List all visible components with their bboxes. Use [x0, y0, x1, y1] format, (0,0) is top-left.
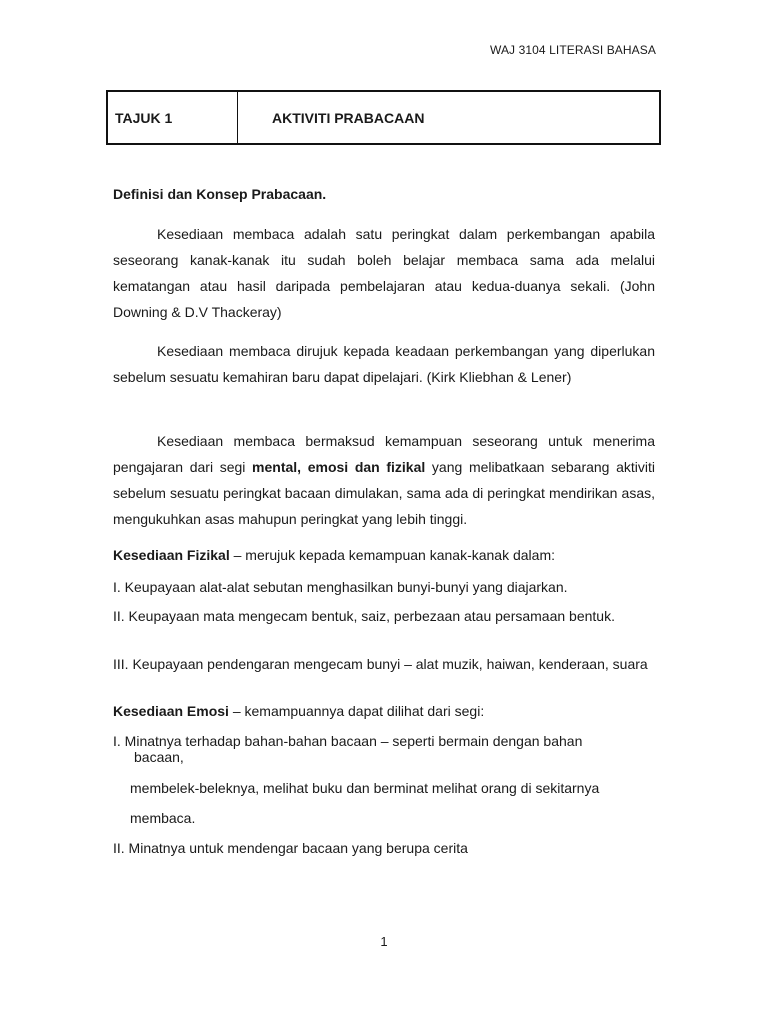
emotional-item-2: II. Minatnya untuk mendengar bacaan yang berupa cerita	[113, 840, 468, 856]
physical-item-1: I. Keupayaan alat-alat sebutan menghasilkan bunyi-bunyi yang diajarkan.	[113, 579, 568, 595]
physical-readiness-label: Kesediaan Fizikal	[113, 547, 230, 563]
paragraph-3-text-end: yang melibatkaan sebarang aktiviti sebelum sesuatu peringkat bacaan dimulakan, sama ada di peringkat mendirikan asas, mengukuhkan asas mahupun peringkat yang lebih tinggi.	[113, 459, 656, 527]
emotional-item-1-line-3: membelek-beleknya, melihat buku dan berminat melihat orang di sekitarnya	[130, 780, 600, 796]
paragraph-3-emphasis: mental, emosi dan fizikal	[252, 459, 426, 475]
paragraph-3-text-start: Kesediaan membaca bermaksud kemampuan seseorang untuk menerima pengajaran dari segi	[113, 433, 655, 475]
emotional-readiness-desc: – kemampuannya dapat dilihat dari segi:	[228, 703, 485, 719]
physical-item-3: III. Keupayaan pendengaran mengecam bunyi – alat muzik, haiwan, kenderaan, suara	[113, 656, 648, 672]
definition-paragraph-1: Kesediaan membaca adalah satu peringkat dalam perkembangan apabila seseorang kanak-kanak itu sudah boleh belajar membaca sama ada melalui kematangan atau hasil daripada pembelajaran atau kedua-duanya sekali. (John Downing & D.V Thackeray)	[113, 226, 655, 320]
physical-item-2: II. Keupayaan mata mengecam bentuk, saiz, perbezaan atau persamaan bentuk.	[113, 608, 615, 624]
physical-readiness-desc: – merujuk kepada kemampuan kanak-kanak dalam:	[229, 547, 556, 563]
definition-paragraph-3	[113, 428, 655, 532]
definition-paragraph-2: Kesediaan membaca dirujuk kepada keadaan perkembangan yang diperlukan sebelum sesuatu kemahiran baru dapat dipelajari. (Kirk Kliebhan & Lener)	[113, 343, 655, 385]
emotional-item-1-line-1: I. Minatnya terhadap bahan-bahan bacaan – seperti bermain dengan bahan	[113, 733, 583, 749]
emotional-item-1	[113, 733, 655, 765]
section-heading: Definisi dan Konsep Prabacaan.	[113, 186, 327, 202]
emotional-item-1-line-2: bacaan,	[134, 749, 184, 765]
course-header: WAJ 3104 LITERASI BAHASA	[489, 43, 656, 57]
topic-label: TAJUK 1	[108, 92, 238, 143]
physical-readiness-heading	[113, 547, 655, 563]
emotional-item-1-line-4: membaca.	[130, 810, 196, 826]
emotional-readiness-heading	[113, 703, 655, 719]
page-number: 1	[380, 934, 388, 949]
emotional-readiness-label: Kesediaan Emosi	[113, 703, 229, 719]
topic-title: AKTIVITI PRABACAAN	[272, 109, 425, 126]
title-table	[106, 90, 661, 145]
